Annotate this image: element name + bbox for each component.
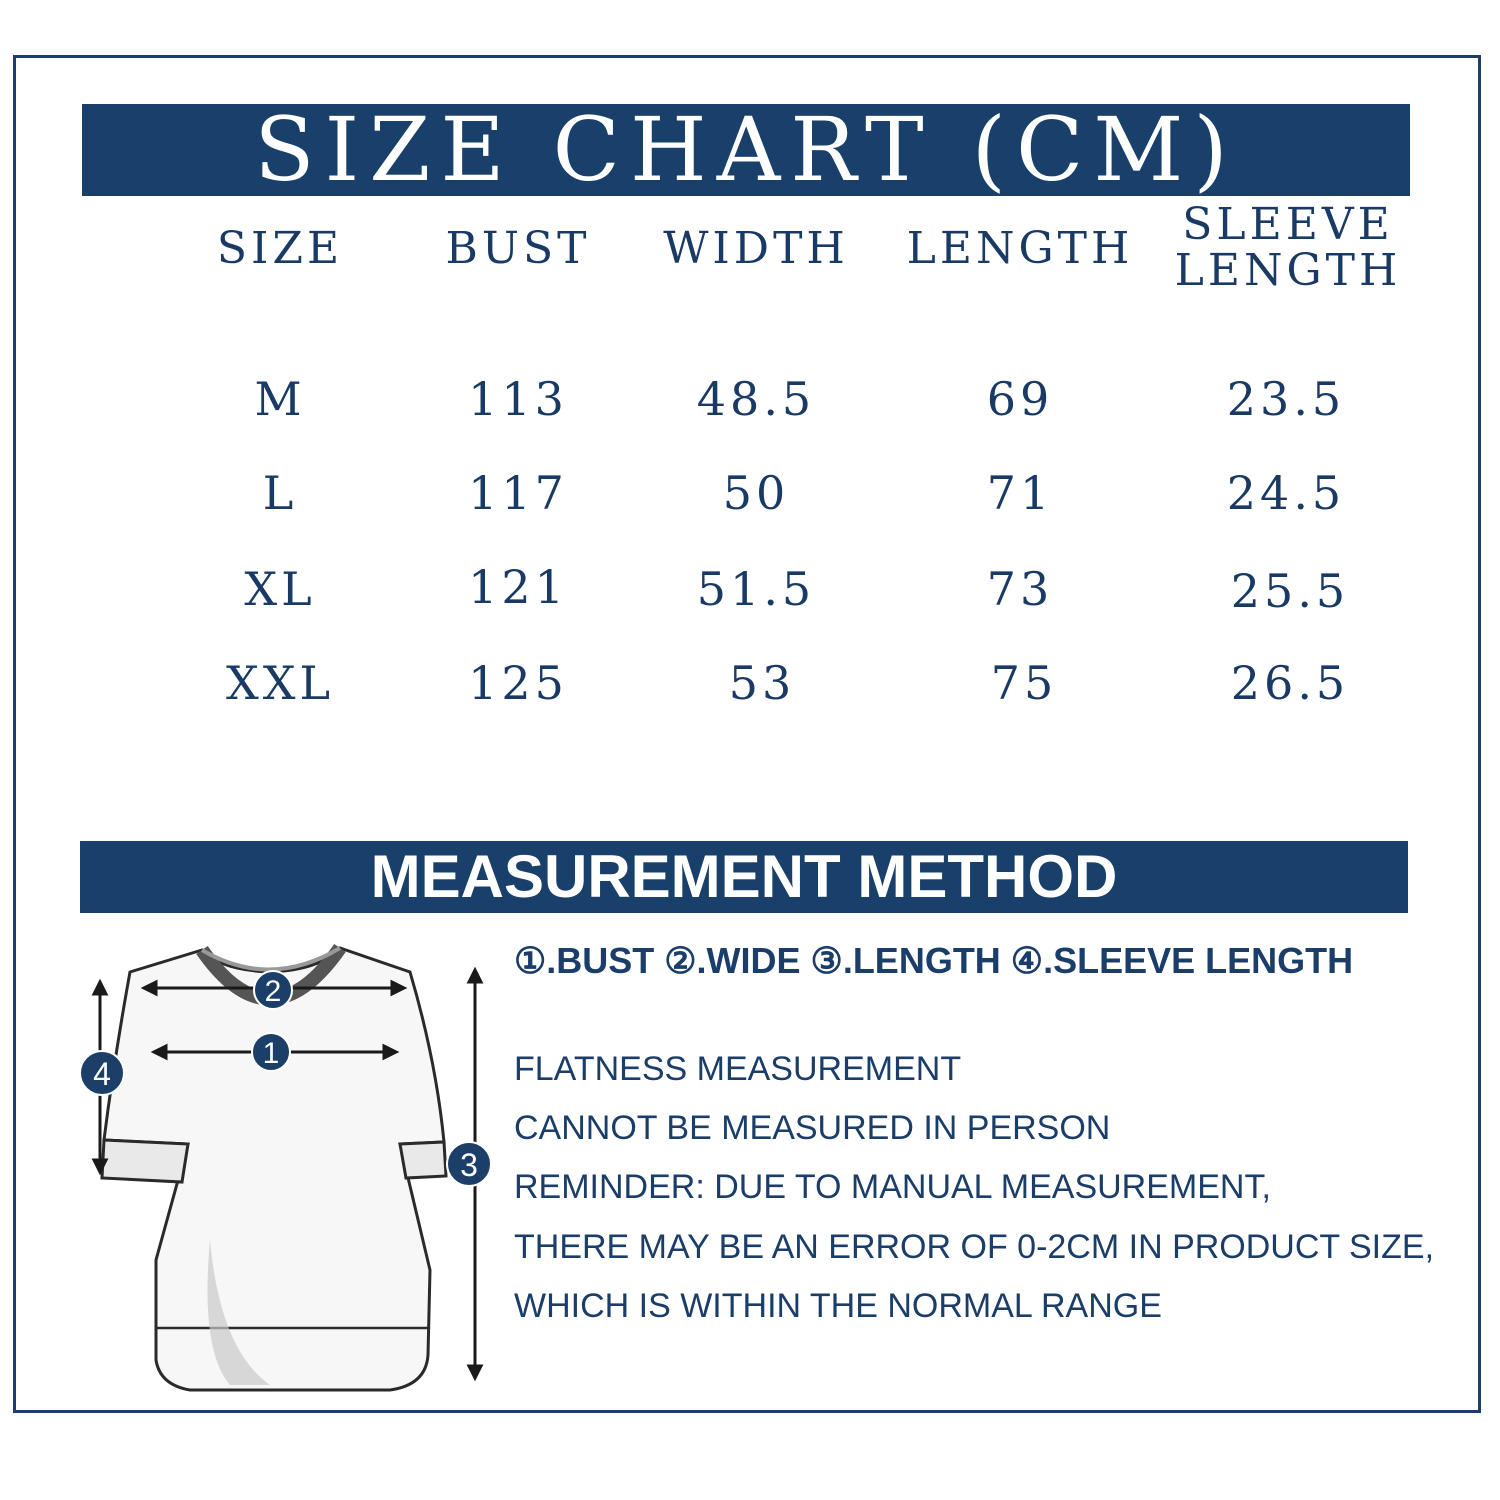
header-sleeve-length: SLEEVE LENGTH xyxy=(1174,199,1402,296)
marker-4 xyxy=(80,1051,124,1095)
marker-1 xyxy=(252,1033,290,1071)
header-size: SIZE xyxy=(216,223,344,274)
marker-3 xyxy=(447,1142,491,1186)
row-m-length: 69 xyxy=(986,372,1054,426)
row-m-bust: 113 xyxy=(468,372,568,426)
row-m-width: 48.5 xyxy=(696,372,816,426)
size-chart-title: SIZE CHART (CM) xyxy=(82,104,1410,196)
row-l-size: L xyxy=(262,466,298,520)
note-flatness: FLATNESS MEASUREMENT xyxy=(514,1050,962,1088)
measurement-legend: ①.BUST ②.WIDE ③.LENGTH ④.SLEEVE LENGTH xyxy=(514,940,1354,981)
row-xl-width: 51.5 xyxy=(696,562,816,616)
note-not-in-person: CANNOT BE MEASURED IN PERSON xyxy=(514,1109,1111,1147)
note-reminder: REMINDER: DUE TO MANUAL MEASUREMENT, xyxy=(514,1168,1271,1206)
note-normal-range: WHICH IS WITHIN THE NORMAL RANGE xyxy=(514,1287,1162,1325)
svg-text:2: 2 xyxy=(264,975,282,1008)
row-l-sleeve: 24.5 xyxy=(1226,466,1346,520)
row-xxl-length: 75 xyxy=(990,656,1058,710)
row-m-sleeve: 23.5 xyxy=(1226,372,1346,426)
row-xxl-bust: 125 xyxy=(468,656,568,710)
svg-text:4: 4 xyxy=(93,1056,111,1092)
row-xxl-sleeve: 26.5 xyxy=(1230,656,1350,710)
row-xl-length: 73 xyxy=(986,562,1054,616)
row-xl-size: XL xyxy=(244,562,316,616)
header-bust: BUST xyxy=(445,223,591,274)
tshirt-illustration xyxy=(102,948,446,1390)
header-width: WIDTH xyxy=(663,223,849,274)
row-l-width: 50 xyxy=(722,466,790,520)
note-error-range: THERE MAY BE AN ERROR OF 0-2CM IN PRODUCT SIZE, xyxy=(514,1228,1435,1266)
row-l-length: 71 xyxy=(986,466,1054,520)
row-xxl-width: 53 xyxy=(728,656,796,710)
measurement-method-title: MEASUREMENT METHOD xyxy=(80,841,1408,913)
row-xxl-size: XXL xyxy=(225,656,335,710)
tshirt-diagram xyxy=(70,930,510,1410)
svg-text:1: 1 xyxy=(262,1037,280,1070)
svg-text:3: 3 xyxy=(460,1147,478,1183)
row-xl-bust: 121 xyxy=(468,560,568,614)
header-length: LENGTH xyxy=(906,223,1134,274)
marker-2 xyxy=(254,971,292,1009)
row-xl-sleeve: 25.5 xyxy=(1230,564,1350,618)
row-l-bust: 117 xyxy=(468,466,568,520)
row-m-size: M xyxy=(254,372,306,426)
